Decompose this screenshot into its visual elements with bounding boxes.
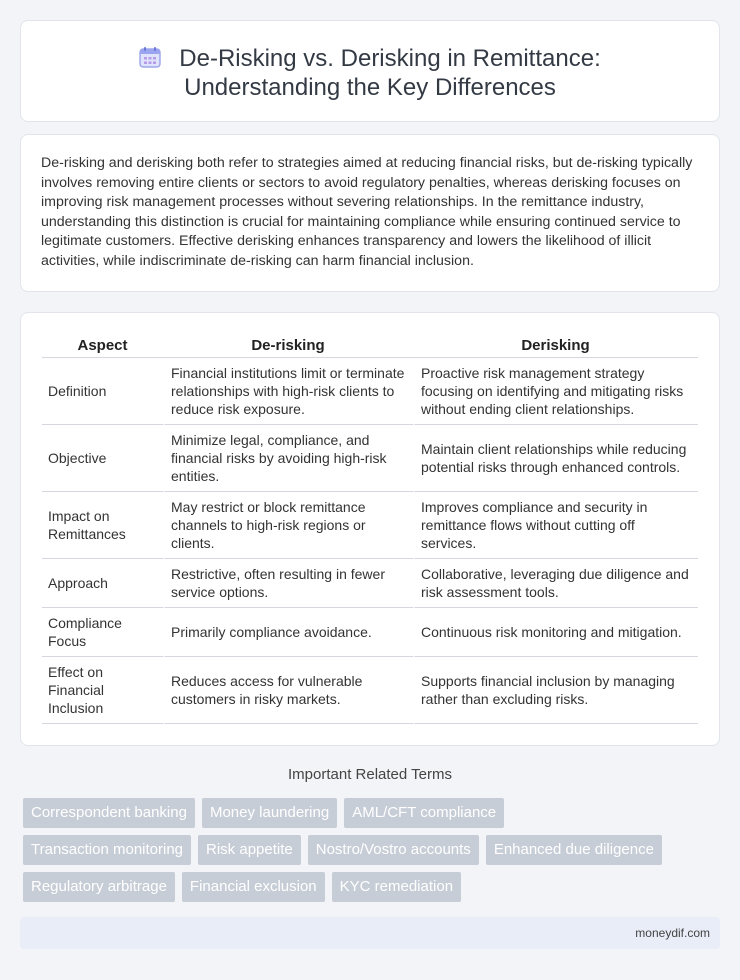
page-title-text: De-Risking vs. Derisking in Remittance: Understanding the Key Differences — [179, 45, 601, 101]
tag-correspondent-banking[interactable]: Correspondent banking — [23, 798, 195, 828]
table-row — [42, 492, 698, 559]
table-header-row — [42, 331, 698, 358]
table-row — [42, 608, 698, 657]
tag-nostro-vostro-accounts[interactable]: Nostro/Vostro accounts — [308, 835, 479, 865]
comparison-card — [20, 312, 720, 746]
title-card — [20, 20, 720, 122]
row-aspect: Definition — [42, 358, 163, 425]
row-derisking: Continuous risk monitoring and mitigation. — [413, 608, 698, 657]
tag-regulatory-arbitrage[interactable]: Regulatory arbitrage — [23, 872, 175, 902]
row-derisking: Proactive risk management strategy focusing on identifying and mitigating risks without ending client relationships. — [413, 358, 698, 425]
header-derisking: Derisking — [413, 331, 698, 358]
tag-row — [23, 835, 723, 865]
footer-site[interactable]: moneydif.com — [635, 926, 710, 940]
row-aspect: Objective — [42, 425, 163, 492]
row-de-risking: Financial institutions limit or terminate relationships with high-risk clients to reduce risk exposure. — [163, 358, 413, 425]
header-aspect: Aspect — [42, 331, 163, 358]
row-aspect: Effect on Financial Inclusion — [42, 657, 163, 724]
row-de-risking: Reduces access for vulnerable customers in risky markets. — [163, 657, 413, 724]
row-aspect: Impact on Remittances — [42, 492, 163, 559]
tag-row — [23, 798, 723, 828]
table-row — [42, 657, 698, 724]
tag-money-laundering[interactable]: Money laundering — [202, 798, 337, 828]
calendar-icon — [139, 46, 161, 68]
table-row — [42, 559, 698, 608]
tag-financial-exclusion[interactable]: Financial exclusion — [182, 872, 325, 902]
row-derisking: Supports financial inclusion by managing rather than excluding risks. — [413, 657, 698, 724]
row-aspect: Compliance Focus — [42, 608, 163, 657]
tag-risk-appetite[interactable]: Risk appetite — [198, 835, 301, 865]
tag-aml-cft-compliance[interactable]: AML/CFT compliance — [344, 798, 504, 828]
comparison-table — [42, 331, 698, 724]
intro-card — [20, 134, 720, 292]
row-derisking: Collaborative, leveraging due diligence and risk assessment tools. — [413, 559, 698, 608]
row-de-risking: Restrictive, often resulting in fewer service options. — [163, 559, 413, 608]
table-row — [42, 425, 698, 492]
header-de-risking: De-risking — [163, 331, 413, 358]
row-de-risking: Minimize legal, compliance, and financial risks by avoiding high-risk entities. — [163, 425, 413, 492]
row-de-risking: May restrict or block remittance channels to high-risk regions or clients. — [163, 492, 413, 559]
table-row — [42, 358, 698, 425]
row-derisking: Improves compliance and security in remittance flows without cutting off services. — [413, 492, 698, 559]
intro-paragraph: De-risking and derisking both refer to strategies aimed at reducing financial risks, but de-risking typically involves removing entire clients or sectors to avoid regulatory penalties, whereas derisking focuses on improving risk management processes without severing relationships. In the remittance industry, understanding this distinction is crucial for maintaining compliance while ensuring continued service to legitimate customers. Effective derisking enhances transparency and lowers the likelihood of illicit activities, while indiscriminate de-risking can harm financial inclusion. — [41, 155, 693, 269]
tag-row — [23, 872, 723, 902]
related-terms — [23, 798, 723, 909]
page-title — [61, 44, 679, 102]
tag-transaction-monitoring[interactable]: Transaction monitoring — [23, 835, 191, 865]
footer — [20, 917, 720, 949]
row-derisking: Maintain client relationships while reducing potential risks through enhanced controls. — [413, 425, 698, 492]
related-terms-heading: Important Related Terms — [288, 766, 452, 783]
row-aspect: Approach — [42, 559, 163, 608]
tag-enhanced-due-diligence[interactable]: Enhanced due diligence — [486, 835, 662, 865]
row-de-risking: Primarily compliance avoidance. — [163, 608, 413, 657]
tag-kyc-remediation[interactable]: KYC remediation — [332, 872, 461, 902]
